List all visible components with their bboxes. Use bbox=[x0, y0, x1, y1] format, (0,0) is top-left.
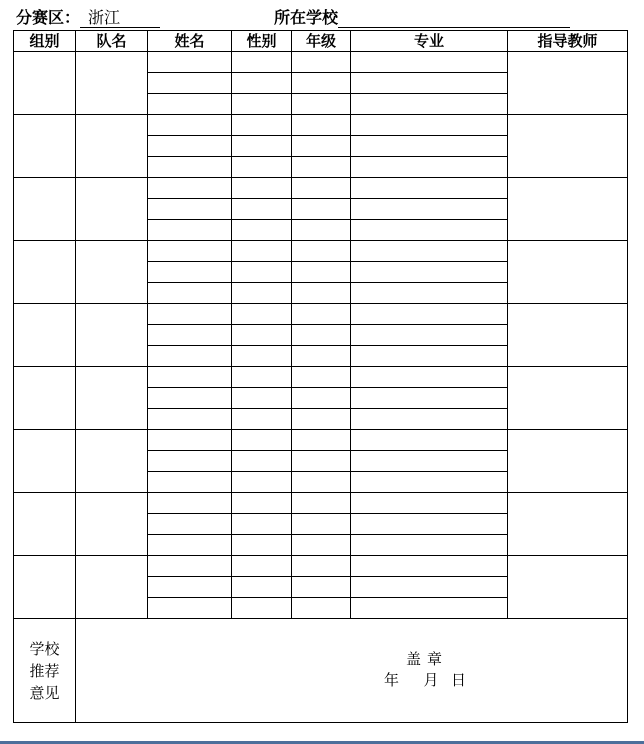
advisor-cell[interactable] bbox=[508, 556, 628, 619]
member-name-cell[interactable] bbox=[148, 52, 232, 73]
region-field[interactable]: 浙江 bbox=[88, 8, 121, 27]
date-line bbox=[372, 670, 466, 690]
member-grade-cell[interactable] bbox=[292, 262, 351, 283]
recommendation-label-line: 推荐 bbox=[29, 661, 60, 680]
member-gender-cell[interactable] bbox=[232, 367, 292, 388]
member-gender-cell[interactable] bbox=[232, 577, 292, 598]
member-gender-cell[interactable] bbox=[232, 241, 292, 262]
member-name-cell[interactable] bbox=[148, 430, 232, 451]
member-gender-cell[interactable] bbox=[232, 388, 292, 409]
advisor-cell[interactable] bbox=[508, 430, 628, 493]
member-grade-cell[interactable] bbox=[292, 241, 351, 262]
member-name-cell[interactable] bbox=[148, 304, 232, 325]
member-name-cell[interactable] bbox=[148, 199, 232, 220]
member-name-cell[interactable] bbox=[148, 346, 232, 367]
team-name-cell[interactable] bbox=[76, 178, 148, 241]
member-gender-cell[interactable] bbox=[232, 346, 292, 367]
member-major-cell[interactable] bbox=[351, 241, 508, 262]
member-major-cell[interactable] bbox=[351, 262, 508, 283]
recommendation-label bbox=[14, 619, 76, 723]
recommendation-label-line: 意见 bbox=[29, 683, 60, 702]
member-name-cell[interactable] bbox=[148, 283, 232, 304]
member-major-cell[interactable] bbox=[351, 367, 508, 388]
member-grade-cell[interactable] bbox=[292, 430, 351, 451]
school-underline bbox=[338, 27, 570, 28]
member-major-cell[interactable] bbox=[351, 472, 508, 493]
team-name-cell[interactable] bbox=[76, 493, 148, 556]
team-name-cell[interactable] bbox=[76, 430, 148, 493]
date-month-label: 月 bbox=[423, 671, 439, 689]
member-name-cell[interactable] bbox=[148, 493, 232, 514]
member-gender-cell[interactable] bbox=[232, 472, 292, 493]
advisor-cell[interactable] bbox=[508, 241, 628, 304]
column-header-row bbox=[14, 31, 628, 52]
group-cell[interactable] bbox=[14, 367, 76, 430]
member-grade-cell[interactable] bbox=[292, 493, 351, 514]
member-name-cell[interactable] bbox=[148, 535, 232, 556]
member-name-cell[interactable] bbox=[148, 409, 232, 430]
recommendation-opinion-field[interactable] bbox=[76, 619, 628, 723]
member-name-cell[interactable] bbox=[148, 472, 232, 493]
date-year-label: 年 bbox=[383, 671, 399, 689]
member-gender-cell[interactable] bbox=[232, 304, 292, 325]
member-grade-cell[interactable] bbox=[292, 283, 351, 304]
member-major-cell[interactable] bbox=[351, 451, 508, 472]
member-major-cell[interactable] bbox=[351, 493, 508, 514]
member-name-cell[interactable] bbox=[148, 115, 232, 136]
member-major-cell[interactable] bbox=[351, 199, 508, 220]
member-gender-cell[interactable] bbox=[232, 535, 292, 556]
member-grade-cell[interactable] bbox=[292, 304, 351, 325]
member-major-cell[interactable] bbox=[351, 577, 508, 598]
member-grade-cell[interactable] bbox=[292, 178, 351, 199]
recommendation-row bbox=[14, 619, 628, 723]
member-gender-cell[interactable] bbox=[232, 325, 292, 346]
column-header-name: 姓名 bbox=[148, 31, 232, 52]
advisor-cell[interactable] bbox=[508, 178, 628, 241]
column-header-team: 队名 bbox=[76, 31, 148, 52]
member-major-cell[interactable] bbox=[351, 325, 508, 346]
date-day-label: 日 bbox=[451, 671, 467, 689]
team-name-cell[interactable] bbox=[76, 367, 148, 430]
member-name-cell[interactable] bbox=[148, 220, 232, 241]
member-grade-cell[interactable] bbox=[292, 577, 351, 598]
member-major-cell[interactable] bbox=[351, 514, 508, 535]
table-body bbox=[14, 52, 628, 723]
group-cell[interactable] bbox=[14, 115, 76, 178]
member-major-cell[interactable] bbox=[351, 178, 508, 199]
member-name-cell[interactable] bbox=[148, 451, 232, 472]
member-row bbox=[14, 493, 628, 514]
member-grade-cell[interactable] bbox=[292, 451, 351, 472]
member-grade-cell[interactable] bbox=[292, 409, 351, 430]
member-gender-cell[interactable] bbox=[232, 220, 292, 241]
member-major-cell[interactable] bbox=[351, 283, 508, 304]
member-major-cell[interactable] bbox=[351, 346, 508, 367]
group-cell[interactable] bbox=[14, 493, 76, 556]
group-cell[interactable] bbox=[14, 556, 76, 619]
member-major-cell[interactable] bbox=[351, 409, 508, 430]
member-gender-cell[interactable] bbox=[232, 94, 292, 115]
member-major-cell[interactable] bbox=[351, 115, 508, 136]
team-name-cell[interactable] bbox=[76, 115, 148, 178]
team-name-cell[interactable] bbox=[76, 52, 148, 115]
advisor-cell[interactable] bbox=[508, 115, 628, 178]
member-name-cell[interactable] bbox=[148, 514, 232, 535]
member-row bbox=[14, 367, 628, 388]
column-header-major: 专业 bbox=[351, 31, 508, 52]
registration-table bbox=[13, 30, 628, 723]
member-grade-cell[interactable] bbox=[292, 157, 351, 178]
member-gender-cell[interactable] bbox=[232, 556, 292, 577]
team-name-cell[interactable] bbox=[76, 556, 148, 619]
member-major-cell[interactable] bbox=[351, 556, 508, 577]
member-gender-cell[interactable] bbox=[232, 178, 292, 199]
group-cell[interactable] bbox=[14, 52, 76, 115]
member-major-cell[interactable] bbox=[351, 598, 508, 619]
member-grade-cell[interactable] bbox=[292, 52, 351, 73]
group-cell[interactable] bbox=[14, 304, 76, 367]
member-gender-cell[interactable] bbox=[232, 514, 292, 535]
member-row bbox=[14, 178, 628, 199]
school-label: 所在学校 bbox=[274, 8, 339, 27]
member-gender-cell[interactable] bbox=[232, 199, 292, 220]
member-name-cell[interactable] bbox=[148, 262, 232, 283]
member-name-cell[interactable] bbox=[148, 73, 232, 94]
member-row bbox=[14, 304, 628, 325]
member-gender-cell[interactable] bbox=[232, 430, 292, 451]
member-gender-cell[interactable] bbox=[232, 493, 292, 514]
member-row bbox=[14, 241, 628, 262]
region-label: 分赛区： bbox=[16, 8, 81, 27]
member-gender-cell[interactable] bbox=[232, 115, 292, 136]
advisor-cell[interactable] bbox=[508, 493, 628, 556]
member-grade-cell[interactable] bbox=[292, 346, 351, 367]
member-grade-cell[interactable] bbox=[292, 556, 351, 577]
member-grade-cell[interactable] bbox=[292, 472, 351, 493]
column-header-grade: 年级 bbox=[292, 31, 351, 52]
form-header bbox=[0, 0, 644, 30]
team-name-cell[interactable] bbox=[76, 241, 148, 304]
member-grade-cell[interactable] bbox=[292, 598, 351, 619]
member-grade-cell[interactable] bbox=[292, 199, 351, 220]
group-cell[interactable] bbox=[14, 178, 76, 241]
member-gender-cell[interactable] bbox=[232, 157, 292, 178]
member-major-cell[interactable] bbox=[351, 73, 508, 94]
member-name-cell[interactable] bbox=[148, 598, 232, 619]
member-grade-cell[interactable] bbox=[292, 325, 351, 346]
advisor-cell[interactable] bbox=[508, 304, 628, 367]
member-name-cell[interactable] bbox=[148, 388, 232, 409]
group-cell[interactable] bbox=[14, 430, 76, 493]
member-row bbox=[14, 430, 628, 451]
member-name-cell[interactable] bbox=[148, 367, 232, 388]
member-grade-cell[interactable] bbox=[292, 73, 351, 94]
member-name-cell[interactable] bbox=[148, 178, 232, 199]
seal-label: 盖章 bbox=[406, 650, 449, 668]
member-name-cell[interactable] bbox=[148, 136, 232, 157]
member-grade-cell[interactable] bbox=[292, 136, 351, 157]
member-gender-cell[interactable] bbox=[232, 451, 292, 472]
advisor-cell[interactable] bbox=[508, 52, 628, 115]
member-major-cell[interactable] bbox=[351, 388, 508, 409]
member-name-cell[interactable] bbox=[148, 241, 232, 262]
member-row bbox=[14, 556, 628, 577]
member-major-cell[interactable] bbox=[351, 94, 508, 115]
recommendation-label-line: 学校 bbox=[29, 639, 60, 658]
member-gender-cell[interactable] bbox=[232, 52, 292, 73]
member-gender-cell[interactable] bbox=[232, 73, 292, 94]
column-header-gender: 性别 bbox=[232, 31, 292, 52]
member-gender-cell[interactable] bbox=[232, 409, 292, 430]
column-header-advisor: 指导教师 bbox=[508, 31, 628, 52]
member-grade-cell[interactable] bbox=[292, 388, 351, 409]
member-major-cell[interactable] bbox=[351, 304, 508, 325]
member-grade-cell[interactable] bbox=[292, 535, 351, 556]
member-row bbox=[14, 52, 628, 73]
member-major-cell[interactable] bbox=[351, 52, 508, 73]
advisor-cell[interactable] bbox=[508, 367, 628, 430]
member-name-cell[interactable] bbox=[148, 325, 232, 346]
member-name-cell[interactable] bbox=[148, 157, 232, 178]
column-header-group: 组别 bbox=[14, 31, 76, 52]
member-name-cell[interactable] bbox=[148, 577, 232, 598]
member-name-cell[interactable] bbox=[148, 94, 232, 115]
member-grade-cell[interactable] bbox=[292, 220, 351, 241]
group-cell[interactable] bbox=[14, 241, 76, 304]
member-gender-cell[interactable] bbox=[232, 136, 292, 157]
member-major-cell[interactable] bbox=[351, 157, 508, 178]
team-name-cell[interactable] bbox=[76, 304, 148, 367]
member-major-cell[interactable] bbox=[351, 430, 508, 451]
member-gender-cell[interactable] bbox=[232, 283, 292, 304]
member-grade-cell[interactable] bbox=[292, 115, 351, 136]
member-gender-cell[interactable] bbox=[232, 598, 292, 619]
member-major-cell[interactable] bbox=[351, 220, 508, 241]
member-name-cell[interactable] bbox=[148, 556, 232, 577]
member-grade-cell[interactable] bbox=[292, 367, 351, 388]
member-grade-cell[interactable] bbox=[292, 94, 351, 115]
member-major-cell[interactable] bbox=[351, 136, 508, 157]
member-gender-cell[interactable] bbox=[232, 262, 292, 283]
member-major-cell[interactable] bbox=[351, 535, 508, 556]
member-row bbox=[14, 115, 628, 136]
member-grade-cell[interactable] bbox=[292, 514, 351, 535]
